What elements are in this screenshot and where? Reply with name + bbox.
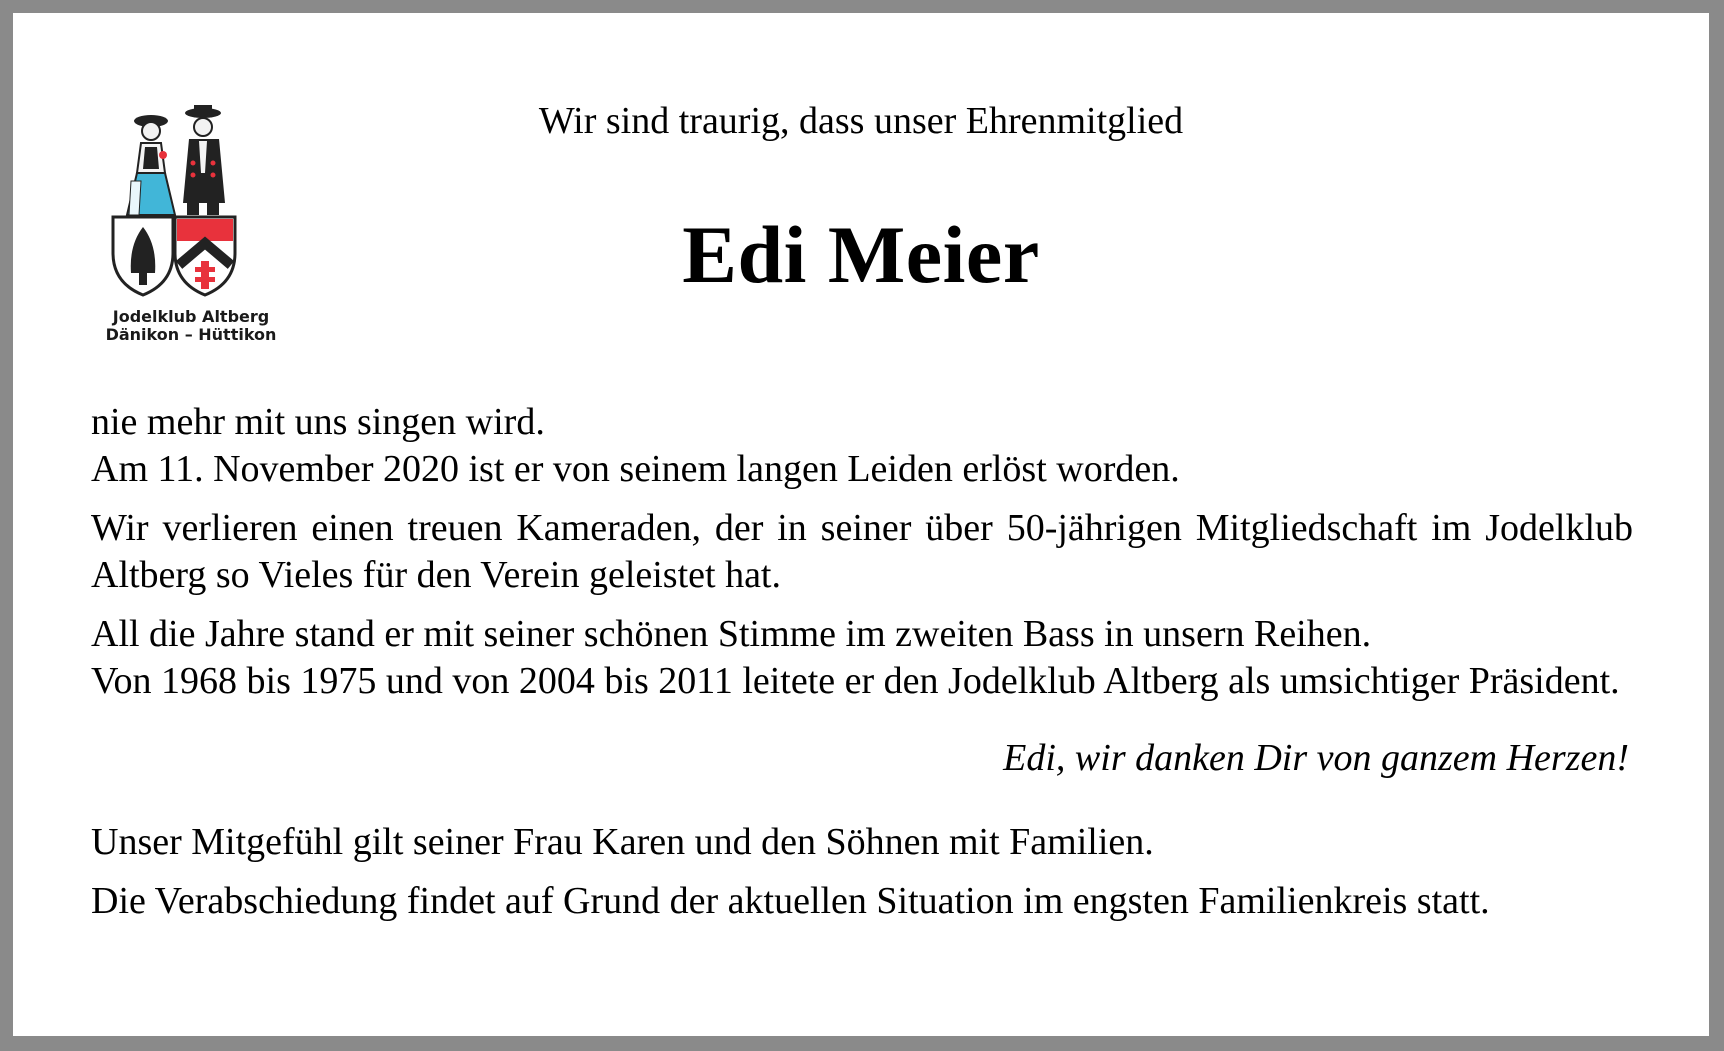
logo-club-place: Dänikon – Hüttikon [105,325,277,344]
paragraph-4: All die Jahre stand er mit seiner schönen Stimme im zweiten Bass in unsern Reihen. [91,613,1372,655]
obituary-page [13,13,1709,1036]
paragraph-2: Am 11. November 2020 ist er von seinem langen Leiden erlöst worden. [91,448,1180,490]
paragraph-1: nie mehr mit uns singen wird. [91,401,545,443]
deceased-name: Edi Meier [682,209,1040,300]
paragraph-5: Von 1968 bis 1975 und von 2004 bis 2011 leitete er den Jodelklub Altberg als umsichtiger Präsident. [91,660,1620,702]
intro-line: Wir sind traurig, dass unser Ehrenmitglied [538,100,1184,142]
condolence-line: Unser Mitgefühl gilt seiner Frau Karen und den Söhnen mit Familien. [91,821,1154,863]
paragraph-3: Wir verlieren einen treuen Kameraden, der in seiner über 50-jährigen Mitgliedschaft im Jodelklub Altberg so Vieles für den Verein geleistet hat. [91,507,1633,596]
logo-caption [101,308,281,344]
obituary-body [91,399,1633,925]
farewell-line: Die Verabschiedung findet auf Grund der aktuellen Situation im engsten Familienkreis statt. [91,880,1490,922]
closing-line: Edi, wir danken Dir von ganzem Herzen! [1003,737,1629,779]
logo-club-name: Jodelklub Altberg [112,307,270,326]
